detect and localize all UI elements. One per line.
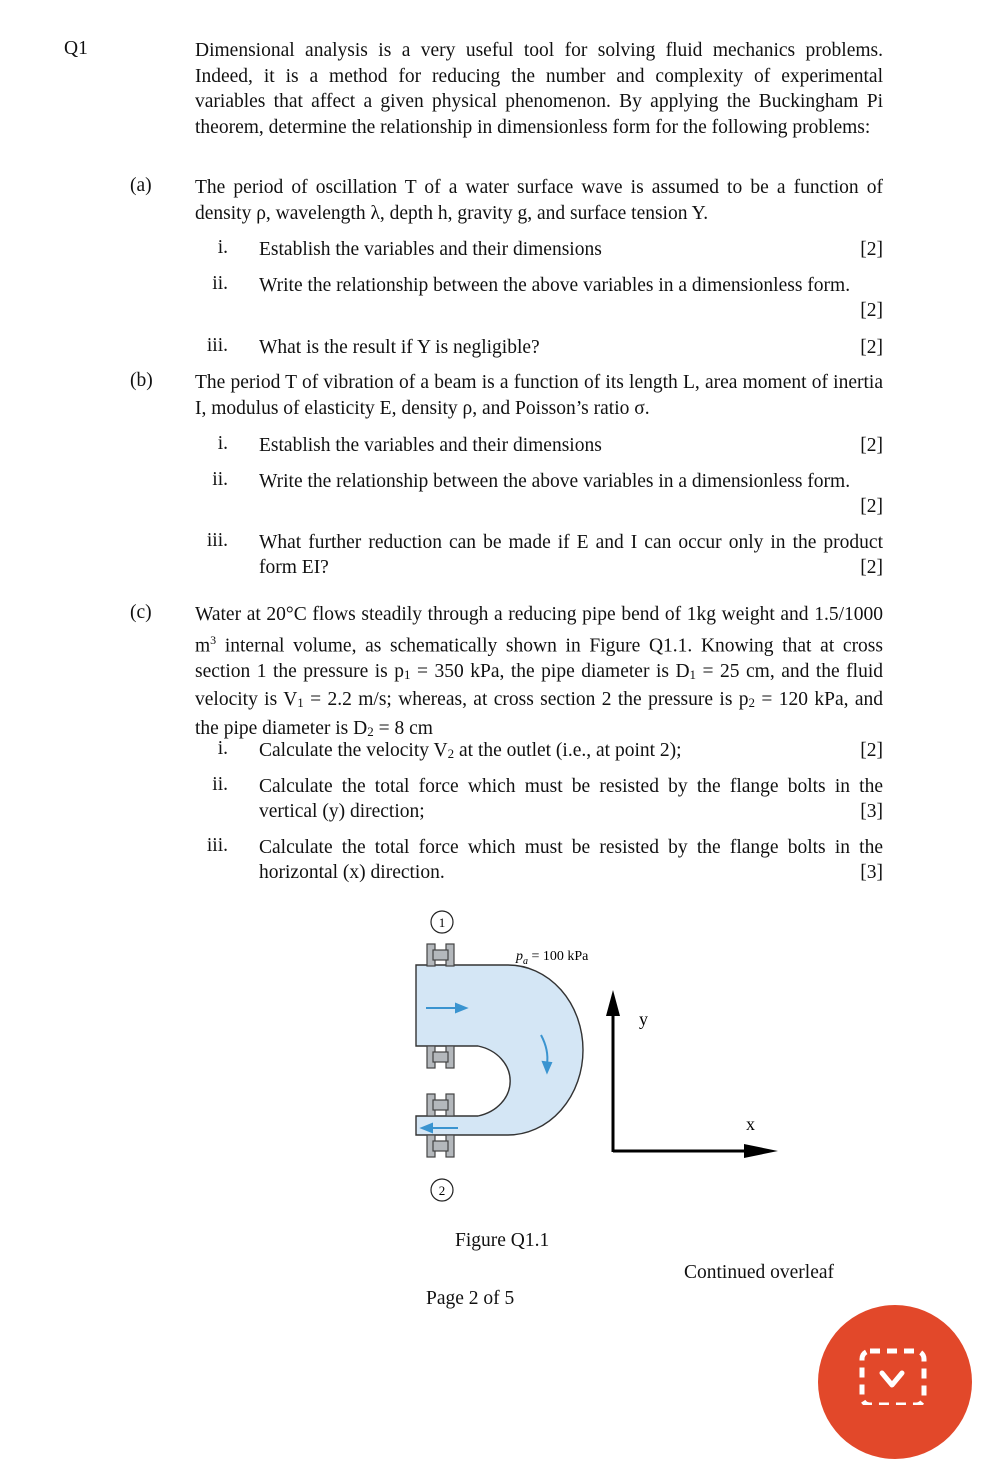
flange-mid-1 xyxy=(427,1046,454,1068)
part-b-i-item xyxy=(259,433,883,458)
intro-paragraph: Dimensional analysis is a very useful tool for solving fluid mechanics problems. Indeed, it is a method for reducing the number and complexity of experimental variables that affect a given physical phenomenon. By applying the Buckingham Pi theorem, determine the relationship in dimensionless form for the following problems: xyxy=(195,40,883,138)
part-b-ii-num: ii. xyxy=(212,469,228,490)
part-c-i-item xyxy=(259,738,883,766)
part-a-iii-num: iii. xyxy=(206,335,228,356)
marks: [2] xyxy=(860,740,883,761)
item-text: Establish the variables and their dimensions xyxy=(259,435,602,456)
marks: [2] xyxy=(860,557,883,578)
item-text: Calculate the velocity V2 at the outlet (i.e., at point 2); xyxy=(259,740,682,761)
figure-caption: Figure Q1.1 xyxy=(455,1230,550,1251)
part-a-i-item xyxy=(259,237,883,262)
scan-icon xyxy=(858,1345,932,1405)
item-text: What is the result if Y is negligible? xyxy=(259,337,540,358)
y-axis-label: y xyxy=(639,1009,648,1029)
part-a-ii-num: ii. xyxy=(212,273,228,294)
page-number: Page 2 of 5 xyxy=(426,1288,515,1309)
part-b-ii-item xyxy=(259,469,883,519)
marks: [2] xyxy=(860,337,883,358)
pipe-bend-figure xyxy=(400,905,800,1205)
scan-fab-button[interactable] xyxy=(818,1305,972,1459)
ambient-pressure-label: $p_a = 100$ kPa xyxy=(516,949,589,967)
part-c-i-num: i. xyxy=(217,738,228,759)
part-a-i-num: i. xyxy=(217,237,228,258)
continued-note: Continued overleaf xyxy=(684,1262,834,1283)
part-c-ii-num: ii. xyxy=(212,774,228,795)
part-a-label: (a) xyxy=(130,175,152,196)
part-a-text: The period of oscillation T of a water surface wave is assumed to be a function of density ρ, wavelength λ, depth h, gravity g, and surface tension Y. xyxy=(195,177,883,224)
x-axis-label: x xyxy=(746,1114,755,1134)
part-b-iii-item xyxy=(259,530,883,580)
marks: [3] xyxy=(860,801,883,822)
marks: [3] xyxy=(860,862,883,883)
part-c-ii-item xyxy=(259,774,883,824)
part-c-text: Water at 20°C flows steadily through a reducing pipe bend of 1kg weight and 1.5/1000 $m^3$ internal volume, as schematically shown in Figure Q1.1. Knowing that at cross section 1 the pressure is p1 = 350 kPa, the pipe diameter is D1 = 25 cm, and the fluid velocity is V1 = 2.2 m/s; whereas, at cross section 2 the pressure is p2 = 120 kPa, and the pipe diameter is D2 = 8 cm xyxy=(195,604,884,739)
item-text: Write the relationship between the above variables in a dimensionless form. xyxy=(259,471,851,492)
part-b-iii-num: iii. xyxy=(206,530,228,551)
part-b-i-num: i. xyxy=(217,433,228,454)
part-b-text: The period T of vibration of a beam is a function of its length L, area moment of inertia I, modulus of elasticity E, density ρ, and Poisson’s ratio σ. xyxy=(195,372,883,419)
marks: [2] xyxy=(860,300,883,321)
flange-mid-2 xyxy=(427,1094,454,1116)
section-1-label: 1 xyxy=(438,915,446,930)
part-c-label: (c) xyxy=(130,602,152,623)
part-b-label: (b) xyxy=(130,370,153,391)
question-label: Q1 xyxy=(64,38,88,59)
item-text: Calculate the total force which must be resisted by the flange bolts in the vertical (y) direction; xyxy=(259,776,883,822)
item-text: Write the relationship between the above variables in a dimensionless form. xyxy=(259,275,851,296)
item-text: What further reduction can be made if E and I can occur only in the product form EI? xyxy=(259,532,883,578)
part-a-ii-item xyxy=(259,273,883,323)
part-a-iii-item xyxy=(259,335,883,360)
marks: [2] xyxy=(860,496,883,517)
item-text: Calculate the total force which must be resisted by the flange bolts in the horizontal (x) direction. xyxy=(259,837,883,883)
section-2-label: 2 xyxy=(438,1183,446,1198)
marks: [2] xyxy=(860,435,883,456)
flange-top xyxy=(427,944,454,966)
item-text: Establish the variables and their dimensions xyxy=(259,239,602,260)
part-c-iii-num: iii. xyxy=(206,835,228,856)
flange-bottom xyxy=(427,1135,454,1157)
part-c-iii-item xyxy=(259,835,883,885)
marks: [2] xyxy=(860,239,883,260)
